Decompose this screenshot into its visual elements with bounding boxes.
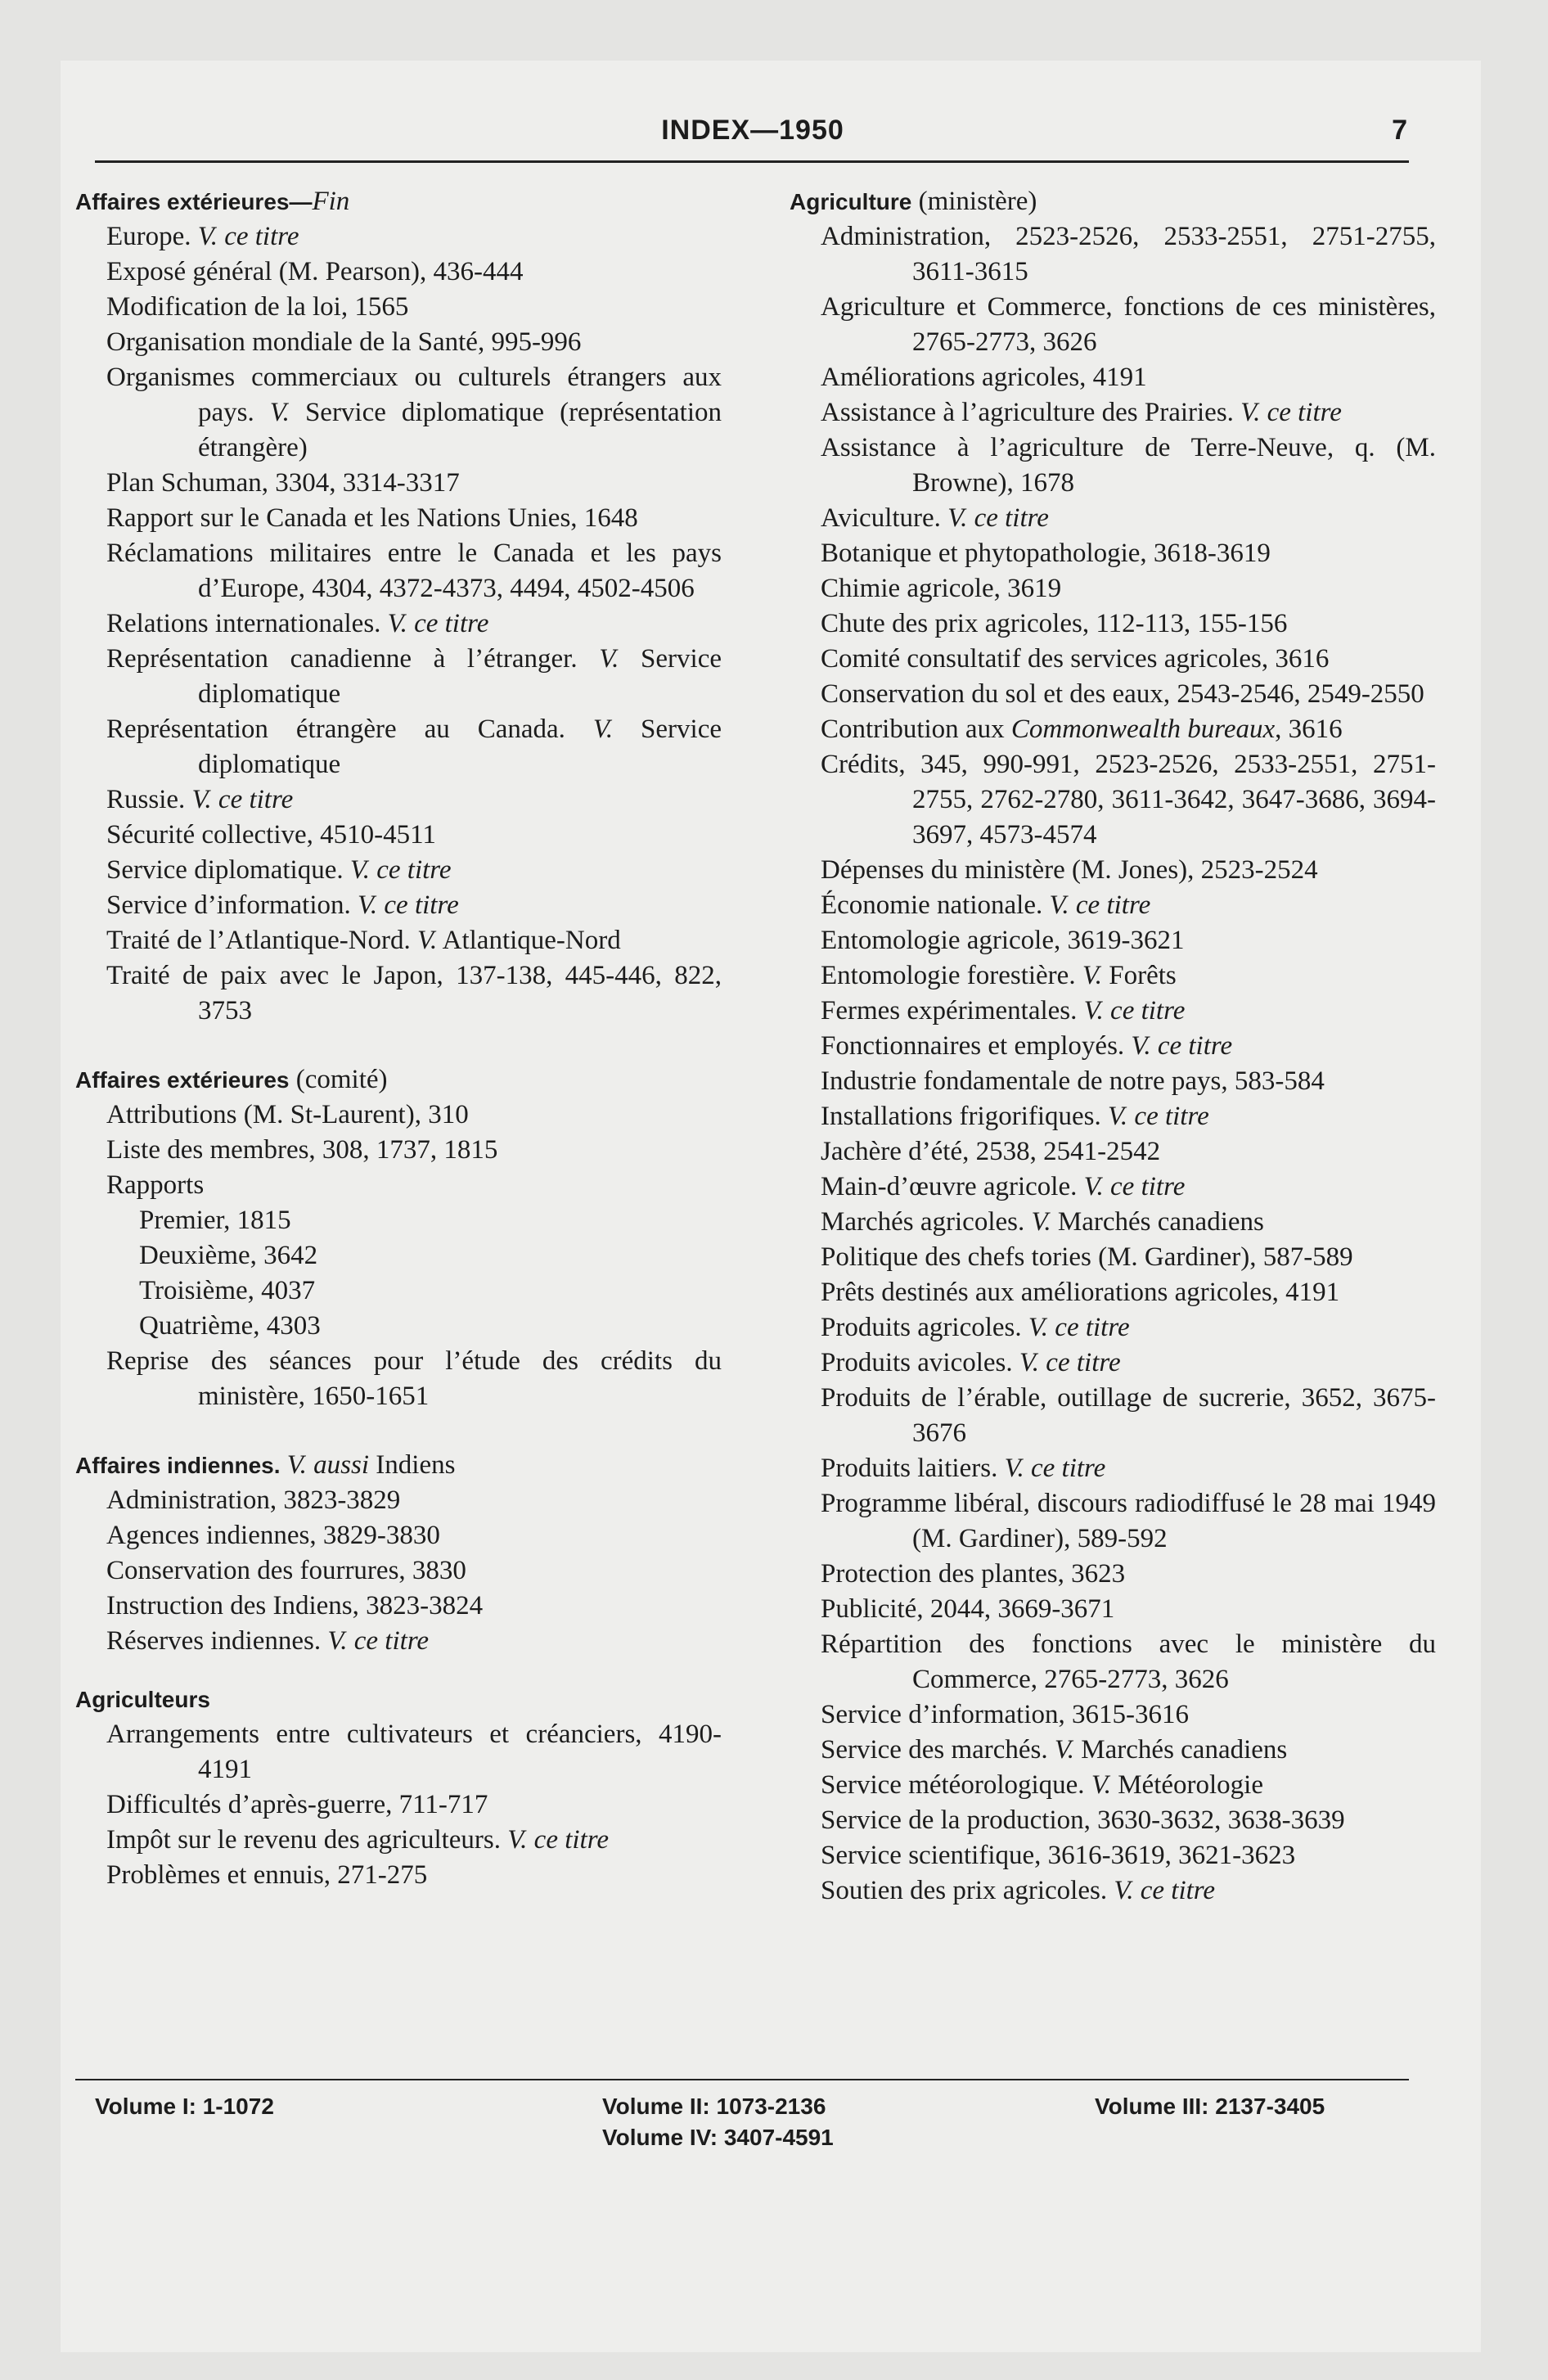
index-section (790, 184, 1436, 1909)
section-heading: Agriculture (ministère) (790, 187, 1037, 216)
index-subentry: Deuxième, 3642 (139, 1241, 318, 1270)
index-entry: Crédits, 345, 990-991, 2523-2526, 2533-2551, 2751-2755, 2762-2780, 3611-3642, 3647-3686, 3694-3697, 4573-4574 (821, 750, 1436, 850)
index-entry: Fermes expérimentales. V. ce titre (821, 996, 1186, 1025)
index-section (75, 1448, 722, 1659)
index-entry: Publicité, 2044, 3669-3671 (821, 1594, 1115, 1624)
index-entry: Protection des plantes, 3623 (821, 1559, 1126, 1589)
volume-2-4-ranges (602, 2091, 834, 2153)
index-entry: Représentation étrangère au Canada. V. Service diplomatique (106, 714, 722, 779)
index-entry: Soutien des prix agricoles. V. ce titre (821, 1876, 1216, 1905)
index-subentry: Quatrième, 4303 (139, 1311, 321, 1341)
right-column (790, 184, 1436, 1909)
index-entry: Réserves indiennes. V. ce titre (106, 1626, 430, 1656)
index-entry: Politique des chefs tories (M. Gardiner), 587-589 (821, 1242, 1353, 1272)
index-entry: Économie nationale. V. ce titre (821, 890, 1151, 920)
index-entry: Chimie agricole, 3619 (821, 574, 1062, 603)
index-entry: Traité de paix avec le Japon, 137-138, 445-446, 822, 3753 (106, 961, 722, 1025)
index-entry: Programme libéral, discours radiodiffusé le 28 mai 1949 (M. Gardiner), 589-592 (821, 1489, 1436, 1553)
index-section (75, 1682, 722, 1893)
index-entry: Liste des membres, 308, 1737, 1815 (106, 1135, 498, 1165)
index-entry: Fonctionnaires et employés. V. ce titre (821, 1031, 1233, 1061)
index-section (75, 184, 722, 1029)
section-heading: Affaires extérieures (comité) (75, 1065, 388, 1094)
index-entry: Plan Schuman, 3304, 3314-3317 (106, 468, 460, 498)
index-entry: Prêts destinés aux améliorations agricoles, 4191 (821, 1278, 1340, 1307)
index-entry: Répartition des fonctions avec le ministère du Commerce, 2765-2773, 3626 (821, 1629, 1436, 1694)
index-entry: Service des marchés. V. Marchés canadiens (821, 1735, 1288, 1765)
index-entry: Russie. V. ce titre (106, 785, 294, 814)
index-entry: Produits agricoles. V. ce titre (821, 1313, 1130, 1342)
left-column (75, 184, 722, 1893)
index-subentry: Premier, 1815 (139, 1206, 291, 1235)
index-entry: Administration, 3823-3829 (106, 1485, 401, 1515)
index-entry: Service d’information, 3615-3616 (821, 1700, 1189, 1729)
index-entry: Instruction des Indiens, 3823-3824 (106, 1591, 484, 1620)
index-entry: Service météorologique. V. Météorologie (821, 1770, 1263, 1800)
index-entry: Assistance à l’agriculture de Terre-Neuve, q. (M. Browne), 1678 (821, 433, 1436, 498)
index-entry: Réclamations militaires entre le Canada et les pays d’Europe, 4304, 4372-4373, 4494, 4502-4506 (106, 539, 722, 603)
index-entry: Entomologie agricole, 3619-3621 (821, 926, 1185, 955)
volume-1-range: Volume I: 1-1072 (95, 2094, 274, 2119)
index-entry: Représentation canadienne à l’étranger. V. Service diplomatique (106, 644, 722, 709)
section-heading: Agriculteurs (75, 1687, 210, 1712)
index-entry: Europe. V. ce titre (106, 222, 299, 251)
index-entry: Agences indiennes, 3829-3830 (106, 1521, 440, 1550)
volume-3-range: Volume III: 2137-3405 (1095, 2094, 1325, 2119)
index-entry: Conservation du sol et des eaux, 2543-2546, 2549-2550 (821, 679, 1424, 709)
section-heading: Affaires extérieures—Fin (75, 187, 350, 216)
index-entry: Rapport sur le Canada et les Nations Unies, 1648 (106, 503, 638, 533)
index-entry: Contribution aux Commonwealth bureaux, 3616 (821, 714, 1343, 744)
index-entry: Arrangements entre cultivateurs et créanciers, 4190-4191 (106, 1720, 722, 1784)
index-entry: Produits avicoles. V. ce titre (821, 1348, 1121, 1377)
index-entry: Service scientifique, 3616-3619, 3621-3623 (821, 1841, 1296, 1870)
index-entry: Main-d’œuvre agricole. V. ce titre (821, 1172, 1186, 1201)
index-entry: Administration, 2523-2526, 2533-2551, 2751-2755, 3611-3615 (821, 222, 1436, 286)
index-entry: Entomologie forestière. V. Forêts (821, 961, 1177, 990)
index-entry: Industrie fondamentale de notre pays, 583-584 (821, 1066, 1325, 1096)
index-entry: Conservation des fourrures, 3830 (106, 1556, 466, 1585)
index-entry: Produits de l’érable, outillage de sucrerie, 3652, 3675-3676 (821, 1383, 1436, 1448)
index-entry: Reprise des séances pour l’étude des crédits du ministère, 1650-1651 (106, 1346, 722, 1411)
index-entry: Marchés agricoles. V. Marchés canadiens (821, 1207, 1264, 1237)
index-entry: Modification de la loi, 1565 (106, 292, 409, 322)
volume-4-range: Volume IV: 3407-4591 (602, 2125, 834, 2150)
index-entry: Assistance à l’agriculture des Prairies. V. ce titre (821, 398, 1342, 427)
index-subentry: Troisième, 4037 (139, 1276, 316, 1305)
index-entry: Service de la production, 3630-3632, 3638-3639 (821, 1805, 1345, 1835)
index-entry: Problèmes et ennuis, 271-275 (106, 1860, 428, 1890)
index-entry: Agriculture et Commerce, fonctions de ces ministères, 2765-2773, 3626 (821, 292, 1436, 357)
index-entry: Produits laitiers. V. ce titre (821, 1454, 1106, 1483)
index-entry: Aviculture. V. ce titre (821, 503, 1049, 533)
index-entry: Botanique et phytopathologie, 3618-3619 (821, 539, 1271, 568)
section-heading: Affaires indiennes. V. aussi Indiens (75, 1450, 456, 1480)
index-entry: Jachère d’été, 2538, 2541-2542 (821, 1137, 1161, 1166)
index-entry: Comité consultatif des services agricoles, 3616 (821, 644, 1330, 674)
index-entry: Relations internationales. V. ce titre (106, 609, 489, 638)
index-entry: Exposé général (M. Pearson), 436-444 (106, 257, 524, 286)
page-header (98, 115, 1407, 156)
page-number: 7 (1392, 115, 1407, 146)
index-entry: Traité de l’Atlantique-Nord. V. Atlantique-Nord (106, 926, 621, 955)
footer-rule (75, 2079, 1409, 2080)
index-entry: Installations frigorifiques. V. ce titre (821, 1102, 1209, 1131)
index-entry: Dépenses du ministère (M. Jones), 2523-2524 (821, 855, 1318, 885)
index-entry: Rapports (106, 1170, 205, 1200)
header-rule (95, 160, 1409, 163)
index-entry: Organisation mondiale de la Santé, 995-996 (106, 327, 582, 357)
index-entry: Organismes commerciaux ou culturels étrangers aux pays. V. Service diplomatique (représentation étrangère) (106, 363, 722, 462)
page-title: INDEX—1950 (661, 115, 844, 146)
index-entry: Sécurité collective, 4510-4511 (106, 820, 436, 850)
index-entry: Service d’information. V. ce titre (106, 890, 459, 920)
volume-2-range: Volume II: 1073-2136 (602, 2094, 826, 2119)
index-section (75, 1062, 722, 1414)
index-entry: Impôt sur le revenu des agriculteurs. V. ce titre (106, 1825, 609, 1855)
index-entry: Attributions (M. St-Laurent), 310 (106, 1100, 469, 1129)
index-entry: Chute des prix agricoles, 112-113, 155-156 (821, 609, 1288, 638)
index-entry: Service diplomatique. V. ce titre (106, 855, 452, 885)
index-entry: Améliorations agricoles, 4191 (821, 363, 1147, 392)
index-entry: Difficultés d’après-guerre, 711-717 (106, 1790, 488, 1819)
